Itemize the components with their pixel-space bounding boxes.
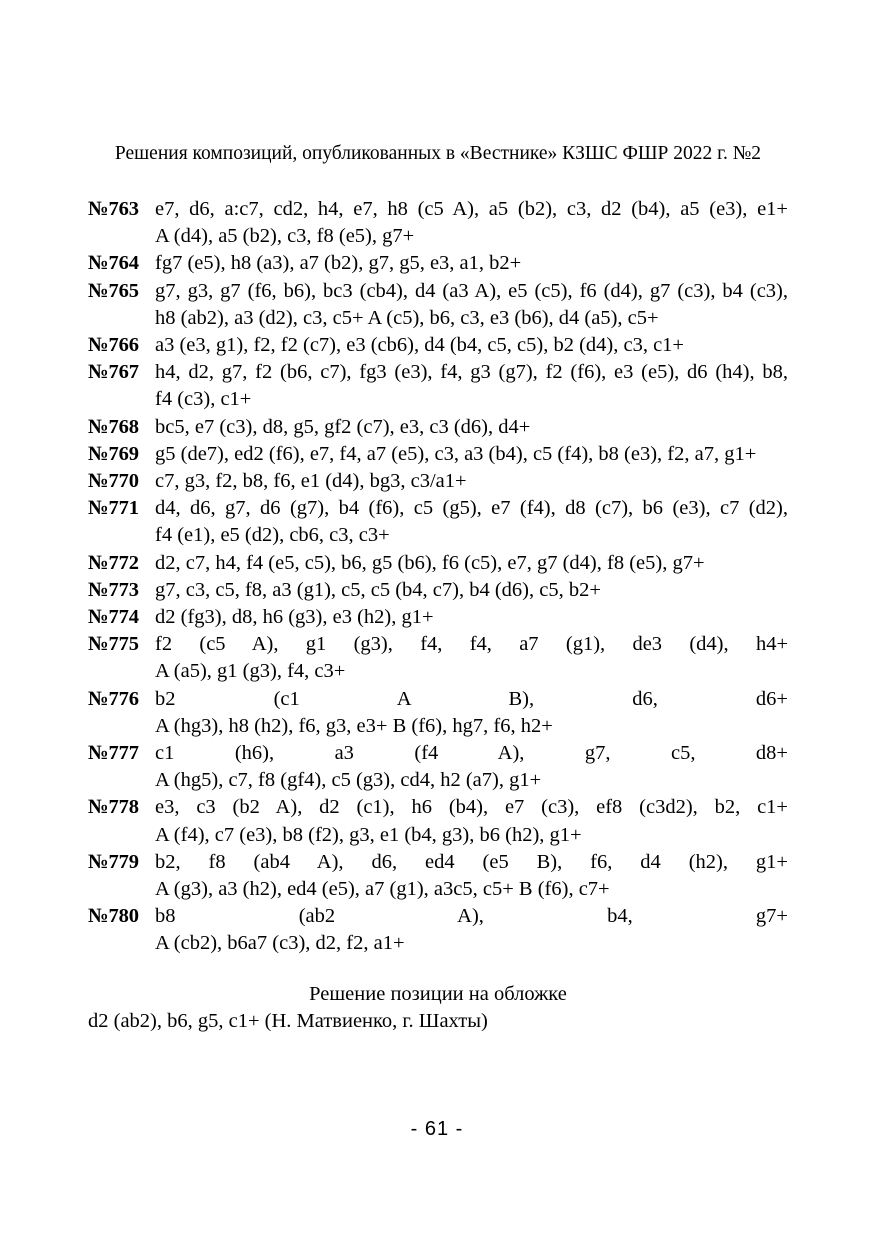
solution-entry-continuation-line — [88, 223, 788, 250]
solution-entry-moves: f2 (c5 A), g1 (g3), f4, f4, a7 (g1), de3 (d4), h4+ — [155, 633, 788, 656]
solution-entry-moves: A (d4), a5 (b2), c3, f8 (e5), g7+ — [155, 225, 415, 248]
solution-entry-first-line — [88, 577, 788, 604]
solution-entry — [88, 740, 788, 794]
solution-entry — [88, 794, 788, 848]
solution-entry — [88, 359, 788, 413]
solution-entry-first-line — [88, 631, 788, 658]
solution-entry-moves: g5 (de7), ed2 (f6), e7, f4, a7 (e5), c3, a3 (b4), c5 (f4), b8 (e3), f2, a7, g1+ — [155, 442, 757, 465]
solution-entry-number: №771 — [88, 497, 139, 520]
solution-entry-first-line — [88, 794, 788, 821]
solution-entry — [88, 332, 788, 359]
solution-entry-moves: b2, f8 (ab4 A), d6, ed4 (e5 B), f6, d4 (h2), g1+ — [155, 850, 788, 873]
solution-entry-number: №765 — [88, 279, 139, 302]
solution-entry-number: №773 — [88, 578, 139, 601]
solution-entry-number: №772 — [88, 551, 139, 574]
solution-entry-first-line — [88, 686, 788, 713]
solution-entry-moves: bc5, e7 (c3), d8, g5, gf2 (c7), e3, c3 (d6), d4+ — [155, 415, 531, 438]
solution-entry-number: №763 — [88, 198, 139, 220]
solution-entry — [88, 196, 788, 250]
solution-entry — [88, 686, 788, 740]
solution-entry-moves: b8 (ab2 A), b4, g7+ — [155, 905, 788, 928]
solution-entry-first-line — [88, 604, 788, 631]
solution-entry-first-line — [88, 550, 788, 577]
solution-entry-continuation-line — [88, 767, 788, 794]
solution-entry — [88, 604, 788, 631]
cover-position-section — [88, 981, 788, 1035]
solution-entry-number: №780 — [88, 905, 139, 928]
solution-entry — [88, 550, 788, 577]
solution-entry-first-line — [88, 196, 788, 223]
solution-entry-first-line — [88, 332, 788, 359]
solution-entry-continuation-line — [88, 386, 788, 413]
solution-entry — [88, 903, 788, 957]
cover-position-heading: Решение позиции на обложке — [309, 983, 567, 1005]
solution-entry-moves: g7, g3, g7 (f6, b6), bc3 (cb4), d4 (a3 A), e5 (c5), f6 (d4), g7 (c3), b4 (c3), — [155, 279, 788, 302]
solution-entry-moves: d2, c7, h4, f4 (e5, c5), b6, g5 (b6), f6 (c5), e7, g7 (d4), f8 (e5), g7+ — [155, 551, 705, 574]
solution-entry-continuation-line — [88, 522, 788, 549]
solution-entry — [88, 441, 788, 468]
solution-entry — [88, 414, 788, 441]
solution-entry-moves: d2 (fg3), d8, h6 (g3), e3 (h2), g1+ — [155, 606, 434, 629]
solution-entry-first-line — [88, 441, 788, 468]
solution-entry-continuation-line — [88, 658, 788, 685]
solution-entry-number: №766 — [88, 334, 139, 357]
solution-entry-number: №769 — [88, 442, 139, 465]
solution-entry-moves: fg7 (e5), h8 (a3), a7 (b2), g7, g5, e3, a1, b2+ — [155, 252, 522, 275]
solution-entry-first-line — [88, 740, 788, 767]
solution-entry-moves: A (f4), c7 (e3), b8 (f2), g3, e1 (b4, g3), b6 (h2), g1+ — [155, 823, 582, 846]
page-title: Решения композиций, опубликованных в «Вестнике» КЗШС ФШР 2022 г. №2 — [114, 143, 762, 164]
solution-entry-moves: e3, c3 (b2 A), d2 (c1), h6 (b4), e7 (c3), ef8 (c3d2), b2, c1+ — [155, 796, 788, 819]
solution-entry-moves: f4 (e1), e5 (d2), cb6, c3, c3+ — [155, 524, 390, 547]
solution-entry-moves: h8 (ab2), a3 (d2), c3, c5+ A (c5), b6, c3, e3 (b6), d4 (a5), c5+ — [155, 306, 659, 329]
solution-entry-first-line — [88, 495, 788, 522]
page-number: - 61 - — [410, 1118, 464, 1140]
solution-entry-moves: h4, d2, g7, f2 (b6, c7), fg3 (e3), f4, g3 (g7), f2 (f6), e3 (e5), d6 (h4), b8, — [155, 361, 788, 384]
solution-entry-moves: A (hg5), c7, f8 (gf4), c5 (g3), cd4, h2 (a7), g1+ — [155, 769, 542, 792]
solution-entry-moves: f4 (c3), c1+ — [155, 388, 252, 411]
solution-entry-moves: g7, c3, c5, f8, a3 (g1), c5, c5 (b4, c7), b4 (d6), c5, b2+ — [155, 578, 601, 601]
solution-entry-number: №770 — [88, 470, 139, 493]
solution-entry-first-line — [88, 250, 788, 277]
solutions-list — [88, 196, 788, 958]
solution-entry-moves: A (g3), a3 (h2), ed4 (e5), a7 (g1), a3c5, c5+ B (f6), c7+ — [155, 878, 610, 901]
solution-entry-continuation-line — [88, 305, 788, 332]
solution-entry — [88, 468, 788, 495]
solution-entry-number: №776 — [88, 687, 139, 710]
solution-entry-number: №775 — [88, 633, 139, 656]
solution-entry-number: №777 — [88, 742, 139, 765]
solution-entry-number: №779 — [88, 850, 139, 873]
solution-entry — [88, 631, 788, 685]
solution-entry — [88, 250, 788, 277]
solution-entry-first-line — [88, 468, 788, 495]
solution-entry-continuation-line — [88, 930, 788, 957]
solution-entry-first-line — [88, 359, 788, 386]
solution-entry-continuation-line — [88, 822, 788, 849]
solution-entry-first-line — [88, 903, 788, 930]
solution-entry — [88, 495, 788, 549]
solution-entry-first-line — [88, 414, 788, 441]
solution-entry-first-line — [88, 278, 788, 305]
solution-entry-continuation-line — [88, 713, 788, 740]
solution-entry — [88, 849, 788, 903]
solution-entry-number: №778 — [88, 796, 139, 819]
solution-entry-continuation-line — [88, 876, 788, 903]
solution-entry-moves: A (a5), g1 (g3), f4, c3+ — [155, 660, 346, 683]
solution-entry-moves: A (cb2), b6a7 (c3), d2, f2, a1+ — [155, 932, 405, 955]
solution-entry-moves: A (hg3), h8 (h2), f6, g3, e3+ B (f6), hg7, f6, h2+ — [155, 714, 553, 737]
solution-entry-moves: d4, d6, g7, d6 (g7), b4 (f6), c5 (g5), e7 (f4), d8 (c7), b6 (e3), c7 (d2), — [155, 497, 788, 520]
solution-entry-moves: b2 (c1 A B), d6, d6+ — [155, 687, 788, 710]
solution-entry-number: №767 — [88, 361, 139, 384]
cover-position-solution: d2 (ab2), b6, g5, c1+ (Н. Матвиенко, г. Шахты) — [88, 1010, 488, 1033]
solution-entry-number: №764 — [88, 252, 139, 275]
solution-entry-moves: c7, g3, f2, b8, f6, e1 (d4), bg3, c3/a1+ — [155, 470, 467, 493]
solution-entry-first-line — [88, 849, 788, 876]
solution-entry — [88, 577, 788, 604]
solution-entry-moves: a3 (e3, g1), f2, f2 (c7), e3 (cb6), d4 (b4, c5, c5), b2 (d4), c3, c1+ — [155, 334, 684, 357]
solution-entry-moves: e7, d6, a:c7, cd2, h4, e7, h8 (c5 A), a5 (b2), c3, d2 (b4), a5 (e3), e1+ — [155, 198, 788, 220]
solution-entry-number: №774 — [88, 606, 139, 629]
solution-entry-moves: c1 (h6), a3 (f4 A), g7, c5, d8+ — [155, 742, 788, 765]
solution-entry — [88, 278, 788, 332]
solution-entry-number: №768 — [88, 415, 139, 438]
